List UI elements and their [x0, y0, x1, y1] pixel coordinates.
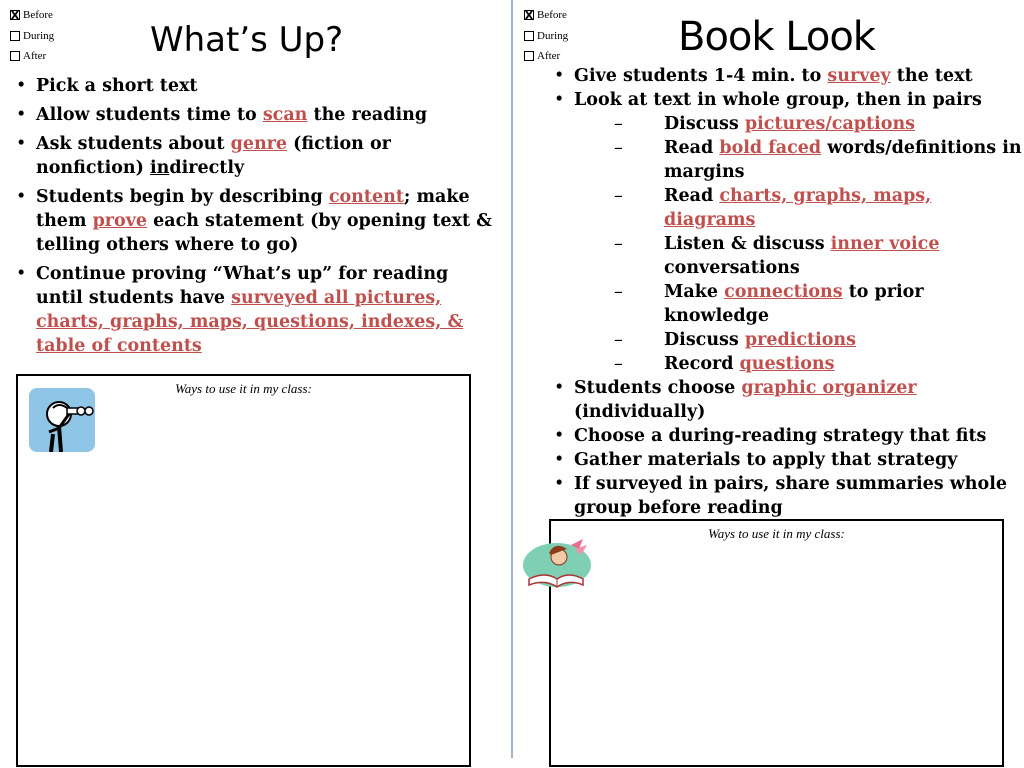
bullet-text: the reading — [307, 105, 428, 125]
checkbox-empty-icon[interactable] — [524, 31, 534, 41]
highlight-term: prove — [92, 211, 147, 231]
highlight-term: scan — [262, 105, 308, 125]
bullet-text: conversations — [664, 258, 800, 278]
bullet-text: each statement (by opening text & telling others where to go) — [36, 211, 492, 255]
highlight-term: questions — [739, 354, 835, 374]
highlight-term: connections — [724, 282, 843, 302]
notes-box-label: Ways to use it in my class: — [175, 381, 312, 396]
bullet-text: Read — [664, 186, 720, 206]
list-item — [14, 103, 494, 127]
bullet-text: Gather materials to apply that strategy — [574, 450, 958, 470]
list-item — [14, 262, 494, 358]
bullet-text: to prior knowledge — [664, 282, 924, 326]
highlight-term: survey — [827, 66, 891, 86]
bullet-text: Make — [664, 282, 725, 302]
check-label: Before — [537, 9, 567, 22]
list-item — [552, 472, 1022, 520]
underlined-term: in — [150, 158, 170, 178]
highlight-term: charts, graphs, maps, diagrams — [664, 186, 932, 230]
check-label: Before — [23, 9, 53, 22]
right-panel — [514, 0, 1024, 768]
right-check-during[interactable] — [524, 26, 568, 47]
highlight-term: inner voice — [830, 234, 940, 254]
list-item — [552, 448, 1022, 472]
check-label: During — [23, 29, 55, 42]
left-check-during[interactable] — [10, 26, 54, 47]
sub-list-item — [574, 184, 1022, 232]
bullet-text: the text — [890, 66, 973, 86]
highlight-term: genre — [230, 134, 288, 154]
list-item — [14, 185, 494, 257]
left-bullet-list — [14, 74, 494, 363]
check-label: During — [537, 29, 569, 42]
left-notes-box[interactable] — [16, 374, 471, 767]
bullet-text: Discuss — [664, 330, 745, 350]
right-notes-box[interactable] — [549, 519, 1004, 767]
bullet-text: Pick a short text — [36, 76, 198, 96]
sub-list-item — [574, 280, 1022, 328]
list-item — [552, 424, 1022, 448]
bullet-text: Students choose — [574, 378, 742, 398]
right-title: Book Look — [678, 14, 875, 60]
sub-list-item — [574, 112, 1022, 136]
highlight-term: bold faced — [719, 138, 822, 158]
checkbox-empty-icon[interactable] — [10, 31, 20, 41]
highlight-term: predictions — [744, 330, 856, 350]
sub-list-item — [574, 136, 1022, 184]
check-label: After — [537, 50, 561, 63]
girl-reading-book-icon — [521, 535, 593, 593]
bullet-text: Read — [664, 138, 720, 158]
check-label: After — [23, 50, 47, 63]
bullet-text: Record — [664, 354, 740, 374]
highlight-term: pictures/captions — [744, 114, 916, 134]
sub-list-item — [574, 328, 1022, 352]
bullet-text: Discuss — [664, 114, 745, 134]
list-item — [14, 132, 494, 180]
bullet-text: If surveyed in pairs, share summaries whole group before reading — [574, 474, 1007, 518]
sub-list-item — [574, 232, 1022, 280]
checkbox-checked-icon[interactable]: X — [10, 8, 20, 22]
bullet-text: ; make them — [36, 187, 470, 231]
binoculars-figure-icon — [29, 388, 95, 452]
checkbox-empty-icon[interactable] — [524, 51, 534, 61]
bullet-text: (fiction or nonfiction) — [36, 134, 391, 178]
bullet-text: Look at text in whole group, then in pairs — [574, 90, 982, 110]
list-item — [552, 376, 1022, 424]
checkbox-checked-icon[interactable]: X — [524, 8, 534, 22]
right-check-before[interactable] — [524, 5, 568, 26]
bullet-text: Continue proving “What’s up” for reading until students have — [36, 264, 449, 308]
highlight-term: surveyed all pictures, charts, graphs, maps, questions, indexes, & table of contents — [36, 288, 464, 356]
list-item — [14, 74, 494, 98]
bullet-text: Choose a during-reading strategy that fits — [574, 426, 987, 446]
highlight-term: content — [328, 187, 404, 207]
bullet-text: Listen & discuss — [664, 234, 831, 254]
sub-list — [574, 112, 1022, 376]
bullet-text: Ask students about — [36, 134, 231, 154]
bullet-text: Allow students time to — [36, 105, 263, 125]
bullet-text: directly — [169, 158, 245, 178]
checkbox-empty-icon[interactable] — [10, 51, 20, 61]
bullet-text: Give students 1-4 min. to — [574, 66, 828, 86]
right-checklist — [524, 5, 568, 67]
bullet-text: Students begin by describing — [36, 187, 329, 207]
list-item — [552, 88, 1022, 376]
center-divider — [511, 0, 513, 758]
bullet-text: words/definitions in margins — [664, 138, 1022, 182]
left-check-after[interactable] — [10, 46, 54, 67]
right-bullet-list — [552, 64, 1022, 520]
notes-box-label: Ways to use it in my class: — [708, 526, 845, 541]
list-item — [552, 64, 1022, 88]
left-panel — [0, 0, 510, 768]
left-title: What’s Up? — [150, 20, 344, 60]
left-checklist — [10, 5, 54, 67]
highlight-term: graphic organizer — [741, 378, 917, 398]
bullet-text: (individually) — [574, 402, 706, 422]
left-check-before[interactable] — [10, 5, 54, 26]
sub-list-item — [574, 352, 1022, 376]
